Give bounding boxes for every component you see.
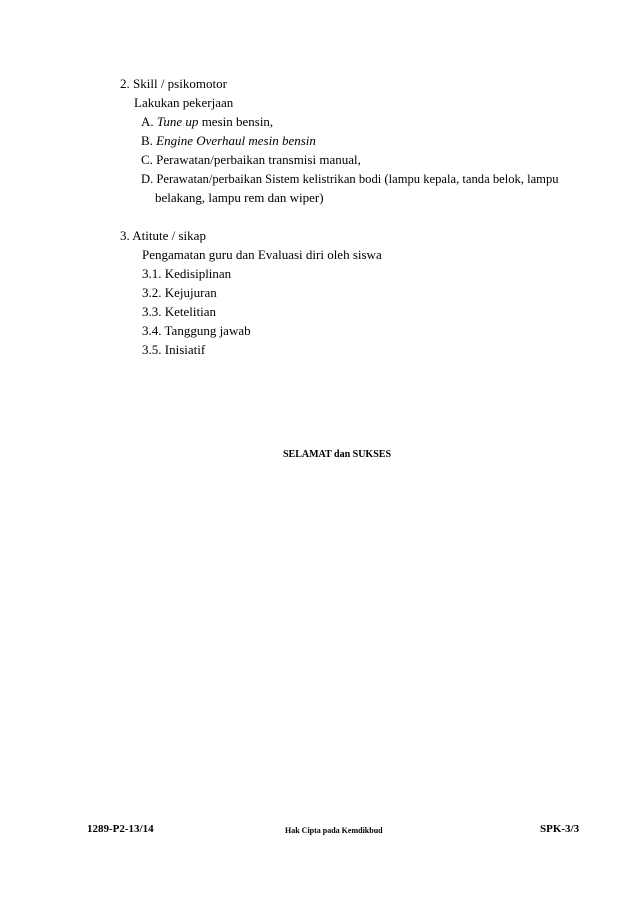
- item-emphasis: Tune up: [156, 114, 199, 129]
- item-text: mesin bensin,: [198, 114, 274, 129]
- item-prefix: B.: [141, 133, 157, 148]
- skill-item-d: [141, 171, 559, 187]
- footer-copyright: Hak Cipta pada Kemdikbud: [285, 826, 383, 835]
- footer-doc-code: 1289-P2-13/14: [87, 823, 154, 835]
- attitude-item: 3.3. Ketelitian: [142, 304, 217, 319]
- attitude-item: 3.2. Kejujuran: [142, 285, 217, 300]
- item-emphasis: Engine Overhaul mesin bensin: [156, 133, 316, 148]
- section-3-intro: Pengamatan guru dan Evaluasi diri oleh siswa: [142, 247, 382, 262]
- footer-page-number: SPK-3/3: [540, 823, 580, 835]
- attitude-item: 3.1. Kedisiplinan: [142, 266, 232, 281]
- item-text: C. Perawatan/perbaikan transmisi manual,: [141, 152, 361, 167]
- item-text: D. Perawatan/perbaikan Sistem kelistrikan bodi (lampu kepala, tanda belok, lampu: [141, 172, 559, 186]
- skill-item-c: [141, 152, 361, 168]
- section-2-intro: Lakukan pekerjaan: [134, 95, 234, 110]
- item-prefix: A.: [141, 114, 157, 129]
- closing-text: SELAMAT dan SUKSES: [283, 449, 392, 460]
- section-2-heading: 2. Skill / psikomotor: [120, 76, 227, 91]
- attitude-item: 3.4. Tanggung jawab: [142, 323, 251, 338]
- skill-item-a: [141, 114, 273, 130]
- section-3-heading: 3. Atitute / sikap: [120, 228, 206, 243]
- skill-item-d-continuation: belakang, lampu rem dan wiper): [155, 190, 324, 205]
- attitude-item: 3.5. Inisiatif: [142, 342, 206, 357]
- skill-item-b: [141, 133, 316, 149]
